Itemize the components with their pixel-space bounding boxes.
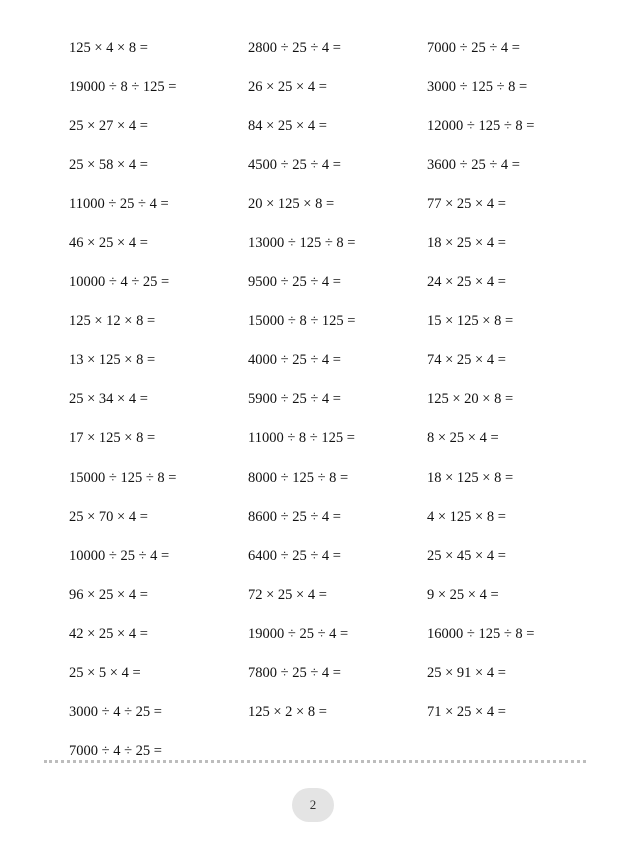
math-problem: 25 × 70 × 4 = [69,508,148,525]
math-problem: 19000 ÷ 8 ÷ 125 = [69,78,177,95]
math-problem: 15000 ÷ 8 ÷ 125 = [248,313,356,330]
math-problem: 72 × 25 × 4 = [248,586,327,603]
math-problem: 19000 ÷ 25 ÷ 4 = [248,625,349,642]
math-problem: 20 × 125 × 8 = [248,195,335,212]
math-problem: 125 × 2 × 8 = [248,704,327,721]
math-problem: 10000 ÷ 4 ÷ 25 = [69,274,170,291]
math-problem: 9500 ÷ 25 ÷ 4 = [248,274,341,291]
math-problem: 71 × 25 × 4 = [427,704,506,721]
math-problem: 17 × 125 × 8 = [69,430,156,447]
math-problem: 74 × 25 × 4 = [427,352,506,369]
math-problem: 4500 ÷ 25 ÷ 4 = [248,156,341,173]
math-problem: 8000 ÷ 125 ÷ 8 = [248,469,349,486]
page-number-badge [292,788,334,822]
math-problem: 26 × 25 × 4 = [248,78,327,95]
math-problem: 25 × 34 × 4 = [69,391,148,408]
math-problem: 5900 ÷ 25 ÷ 4 = [248,391,341,408]
problem-grid [69,28,606,771]
math-problem: 96 × 25 × 4 = [69,586,148,603]
math-problem: 13000 ÷ 125 ÷ 8 = [248,235,356,252]
math-problem: 24 × 25 × 4 = [427,274,506,291]
math-problem: 15000 ÷ 125 ÷ 8 = [69,469,177,486]
math-problem: 7800 ÷ 25 ÷ 4 = [248,665,341,682]
math-problem: 25 × 5 × 4 = [69,665,141,682]
math-problem: 25 × 45 × 4 = [427,547,506,564]
math-problem: 4 × 125 × 8 = [427,508,506,525]
math-problem: 18 × 25 × 4 = [427,235,506,252]
math-problem: 11000 ÷ 25 ÷ 4 = [69,195,169,212]
page-number: 2 [309,797,317,812]
math-problem: 25 × 91 × 4 = [427,665,506,682]
math-problem: 12000 ÷ 125 ÷ 8 = [427,117,535,134]
math-problem: 16000 ÷ 125 ÷ 8 = [427,625,535,642]
math-problem: 15 × 125 × 8 = [427,313,514,330]
math-problem: 125 × 4 × 8 = [69,39,148,56]
math-problem: 42 × 25 × 4 = [69,625,148,642]
math-problem: 25 × 27 × 4 = [69,117,148,134]
math-problem: 18 × 125 × 8 = [427,469,514,486]
math-problem: 4000 ÷ 25 ÷ 4 = [248,352,341,369]
math-problem: 7000 ÷ 25 ÷ 4 = [427,39,520,56]
math-problem: 125 × 12 × 8 = [69,313,156,330]
math-problem: 84 × 25 × 4 = [248,117,327,134]
math-problem: 8600 ÷ 25 ÷ 4 = [248,508,341,525]
math-problem: 13 × 125 × 8 = [69,352,156,369]
math-problem: 25 × 58 × 4 = [69,156,148,173]
math-problem: 3600 ÷ 25 ÷ 4 = [427,156,520,173]
dotted-divider [44,760,586,763]
math-problem: 77 × 25 × 4 = [427,195,506,212]
math-problem: 46 × 25 × 4 = [69,235,148,252]
math-problem: 125 × 20 × 8 = [427,391,514,408]
math-problem: 3000 ÷ 125 ÷ 8 = [427,78,528,95]
math-problem: 9 × 25 × 4 = [427,586,499,603]
math-problem: 7000 ÷ 4 ÷ 25 = [69,743,162,760]
math-problem: 8 × 25 × 4 = [427,430,499,447]
math-problem: 2800 ÷ 25 ÷ 4 = [248,39,341,56]
math-problem: 3000 ÷ 4 ÷ 25 = [69,704,162,721]
math-problem: 10000 ÷ 25 ÷ 4 = [69,547,170,564]
math-problem: 6400 ÷ 25 ÷ 4 = [248,547,341,564]
math-problem: 11000 ÷ 8 ÷ 125 = [248,430,355,447]
